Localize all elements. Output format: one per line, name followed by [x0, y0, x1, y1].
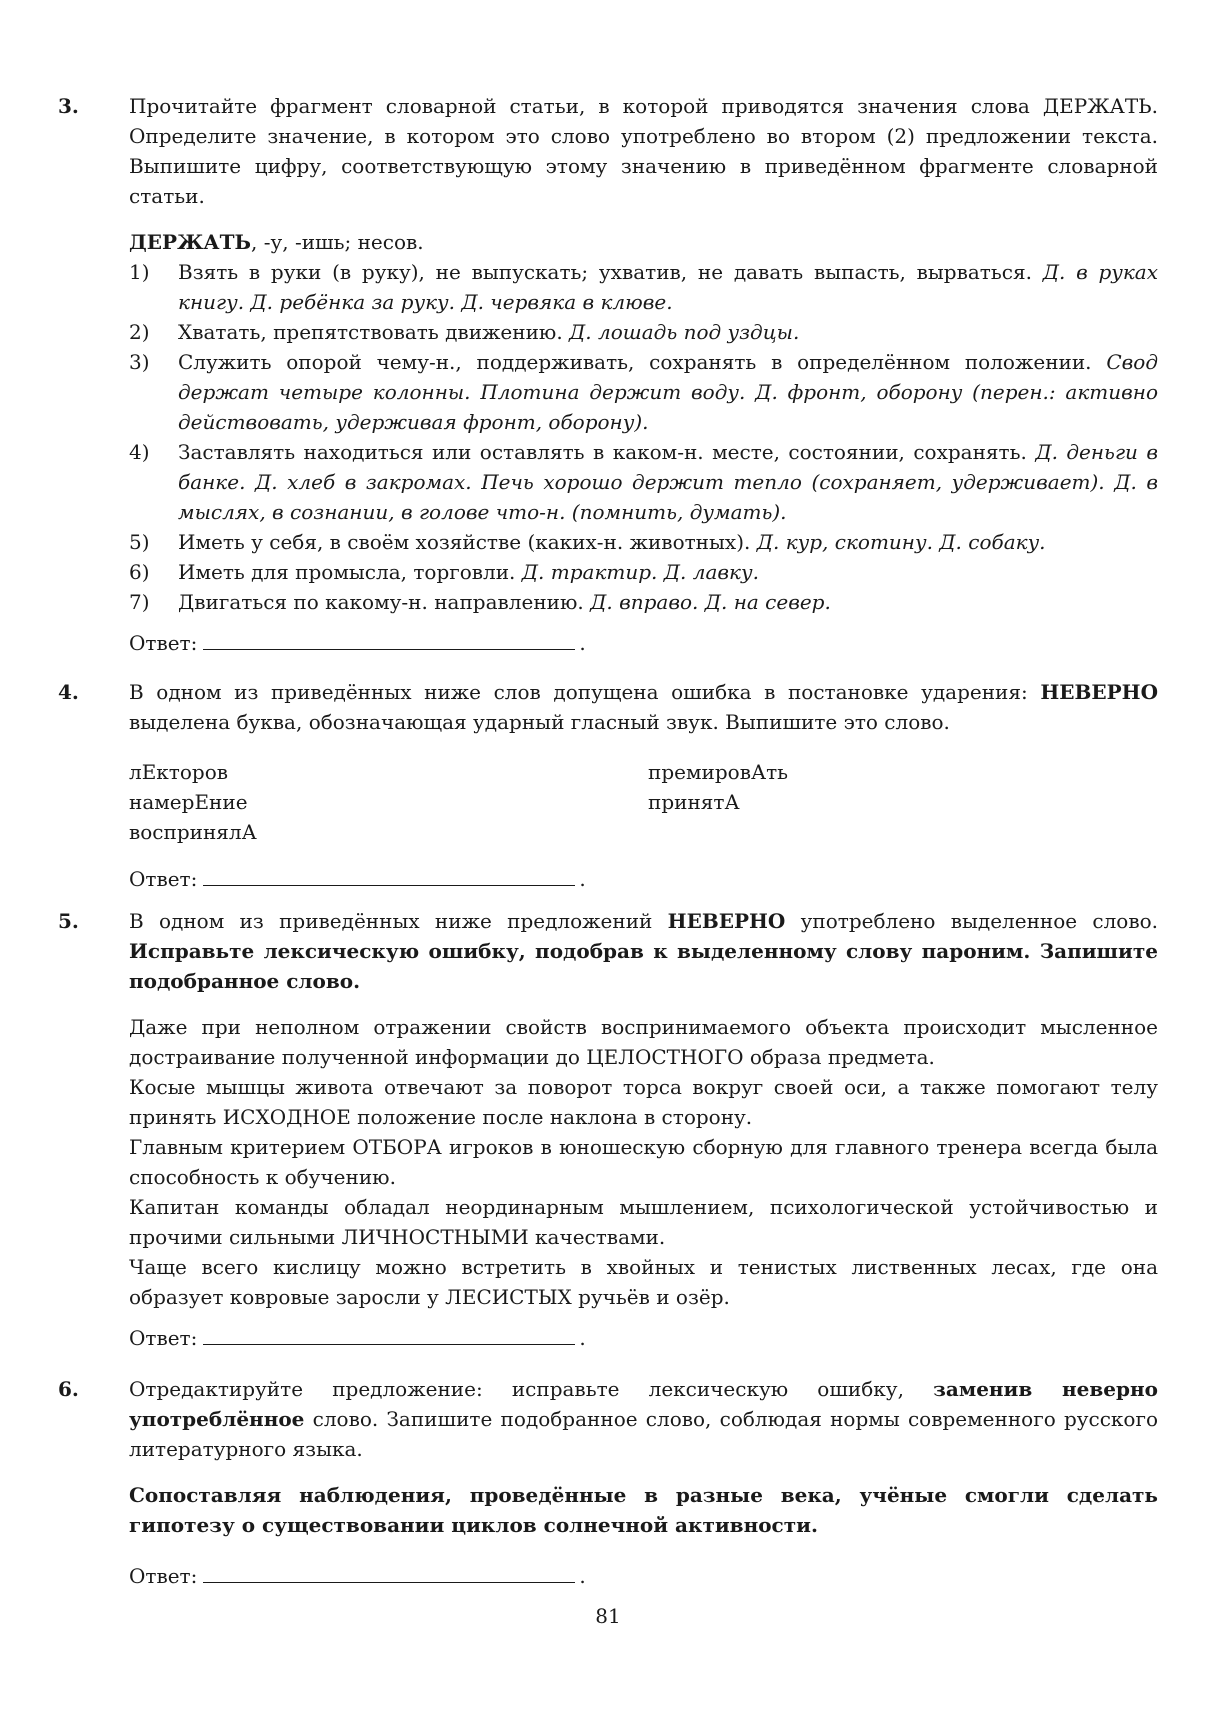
answer-field[interactable] [203, 1322, 575, 1345]
meaning-item [129, 557, 1158, 587]
instruction-text: Отредактируйте предложение: исправьте лексическую ошибку, [129, 1377, 934, 1401]
instruction-text: В одном из приведённых ниже предложений [129, 909, 668, 933]
answer-row [129, 863, 1158, 894]
meaning-example: Д. лошадь под уздцы. [569, 320, 800, 344]
meaning-number: 4) [129, 440, 150, 464]
page-number: 81 [595, 1604, 621, 1628]
answer-label: Ответ: [129, 1326, 198, 1350]
answer-label: Ответ: [129, 1564, 198, 1588]
task-instruction [129, 906, 1158, 996]
meaning-example: Д. трактир. Д. лавку. [521, 560, 759, 584]
meaning-text: Заставлять находиться или оставлять в каком-н. месте, состоянии, сохранять. [178, 440, 1027, 464]
meaning-item [129, 527, 1158, 557]
task-instruction: Прочитайте фрагмент словарной статьи, в которой приводятся значения слова ДЕРЖАТЬ. Определите значение, в котором это слово употреблено во втором (2) предложении текста. Выпишите цифру, соответствующую этому значению в приведённом фрагменте словарной статьи. [129, 94, 1158, 208]
meaning-example: Д. кур, скотину. Д. собаку. [756, 530, 1046, 554]
instruction-text: употреблено выделенное слово. [785, 909, 1158, 933]
meaning-example: Д. вправо. Д. на север. [590, 590, 831, 614]
task-body [129, 91, 1158, 658]
word-option: намерЕние [129, 790, 248, 814]
meaning-example: Д. в руках книгу. Д. ребёнка за руку. Д. червяка в клюве. [178, 260, 1159, 314]
answer-label: Ответ: [129, 867, 198, 891]
task-6 [58, 1374, 1158, 1591]
word-column-right [648, 757, 788, 817]
sentence: Даже при неполном отражении свойств воспринимаемого объекта происходит мысленное достраивание полученной информации до ЦЕЛОСТНОГО образа предмета. [129, 1015, 1158, 1069]
word-option: лЕкторов [129, 760, 229, 784]
word-options [129, 757, 1158, 853]
task-body [129, 1374, 1158, 1591]
meaning-text: Иметь для промысла, торговли. [178, 560, 516, 584]
task-number: 5. [58, 909, 79, 933]
sentence: Главным критерием ОТБОРА игроков в юношескую сборную для главного тренера всегда была способность к обучению. [129, 1135, 1158, 1189]
meaning-number: 7) [129, 590, 150, 614]
instruction-text: В одном из приведённых ниже слов допущена ошибка в постановке ударения: [129, 680, 1041, 704]
sentence: Капитан команды обладал неординарным мышлением, психологической устойчивостью и прочими сильными ЛИЧНОСТНЫМИ качествами. [129, 1195, 1158, 1249]
sentence-to-edit: Сопоставляя наблюдения, проведённые в разные века, учёные смогли сделать гипотезу о существовании циклов солнечной активности. [129, 1483, 1158, 1537]
answer-period: . [579, 1326, 586, 1350]
sentence: Чаще всего кислицу можно встретить в хвойных и тенистых лиственных лесах, где она образует ковровые заросли у ЛЕСИСТЫХ ручьёв и озёр. [129, 1255, 1158, 1309]
answer-field[interactable] [203, 627, 575, 650]
meaning-example: Свод держат четыре колонны. Плотина держит воду. Д. фронт, оборону (перен.: активно действовать, удерживая фронт, оборону). [178, 350, 1158, 434]
meaning-number: 6) [129, 560, 150, 584]
meaning-text: Взять в руки (в руку), не выпускать; ухватив, не давать выпасть, вырваться. [178, 260, 1032, 284]
instruction-emphasis: заменив неверно употреблённое [129, 1377, 1158, 1431]
dictionary-headword [129, 227, 1158, 257]
sentence-list [129, 1012, 1158, 1312]
answer-period: . [579, 867, 586, 891]
task-3 [58, 91, 1158, 658]
meaning-text: Двигаться по какому-н. направлению. [178, 590, 584, 614]
answer-period: . [579, 631, 586, 655]
meaning-text: Иметь у себя, в своём хозяйстве (каких-н. животных). [178, 530, 751, 554]
word-option: премировАть [648, 760, 789, 784]
meaning-list [129, 257, 1158, 617]
word-option: принятА [648, 790, 740, 814]
headword: ДЕРЖАТЬ [129, 230, 251, 254]
meaning-item [129, 437, 1158, 527]
answer-label: Ответ: [129, 631, 198, 655]
answer-field[interactable] [203, 1560, 575, 1583]
task-instruction [129, 1374, 1158, 1464]
word-option: воспринялА [129, 820, 257, 844]
task-body [129, 677, 1158, 894]
answer-period: . [579, 1564, 586, 1588]
meaning-number: 3) [129, 350, 150, 374]
instruction-bold: Исправьте лексическую ошибку, подобрав к выделенному слову пароним. Запишите подобранное слово. [129, 939, 1158, 993]
task-5 [58, 906, 1158, 1353]
answer-row [129, 1322, 1158, 1353]
instruction-emphasis: НЕВЕРНО [667, 909, 786, 933]
meaning-item [129, 347, 1158, 437]
meaning-number: 5) [129, 530, 150, 554]
sentence: Косые мышцы живота отвечают за поворот торса вокруг своей оси, а также помогают телу принять ИСХОДНОЕ положение после наклона в сторону. [129, 1075, 1158, 1129]
task-number: 3. [58, 94, 79, 118]
task-number: 4. [58, 680, 79, 704]
meaning-item [129, 317, 1158, 347]
meaning-example: Д. деньги в банке. Д. хлеб в закромах. Печь хорошо держит тепло (сохраняет, удерживает). Д. в мыслях, в сознании, в голове что-н. (помнить, думать). [178, 440, 1159, 524]
task-instruction [129, 677, 1158, 737]
answer-row [129, 1560, 1158, 1591]
answer-field[interactable] [203, 863, 575, 886]
meaning-item [129, 257, 1158, 317]
task-number: 6. [58, 1377, 79, 1401]
meaning-text: Служить опорой чему-н., поддерживать, сохранять в определённом положении. [178, 350, 1092, 374]
headword-grammar: , -у, -ишь; несов. [250, 230, 424, 254]
instruction-emphasis: НЕВЕРНО [1040, 680, 1158, 704]
instruction-text: выделена буква, обозначающая ударный гласный звук. Выпишите это слово. [129, 710, 950, 734]
meaning-number: 1) [129, 260, 150, 284]
task-4 [58, 677, 1158, 894]
meaning-number: 2) [129, 320, 150, 344]
meaning-item [129, 587, 1158, 617]
answer-row [129, 627, 1158, 658]
instruction-text: слово. Запишите подобранное слово, соблюдая нормы современного русского литературного языка. [129, 1407, 1158, 1461]
word-column-left [129, 757, 257, 847]
task-body [129, 906, 1158, 1353]
meaning-text: Хватать, препятствовать движению. [178, 320, 563, 344]
